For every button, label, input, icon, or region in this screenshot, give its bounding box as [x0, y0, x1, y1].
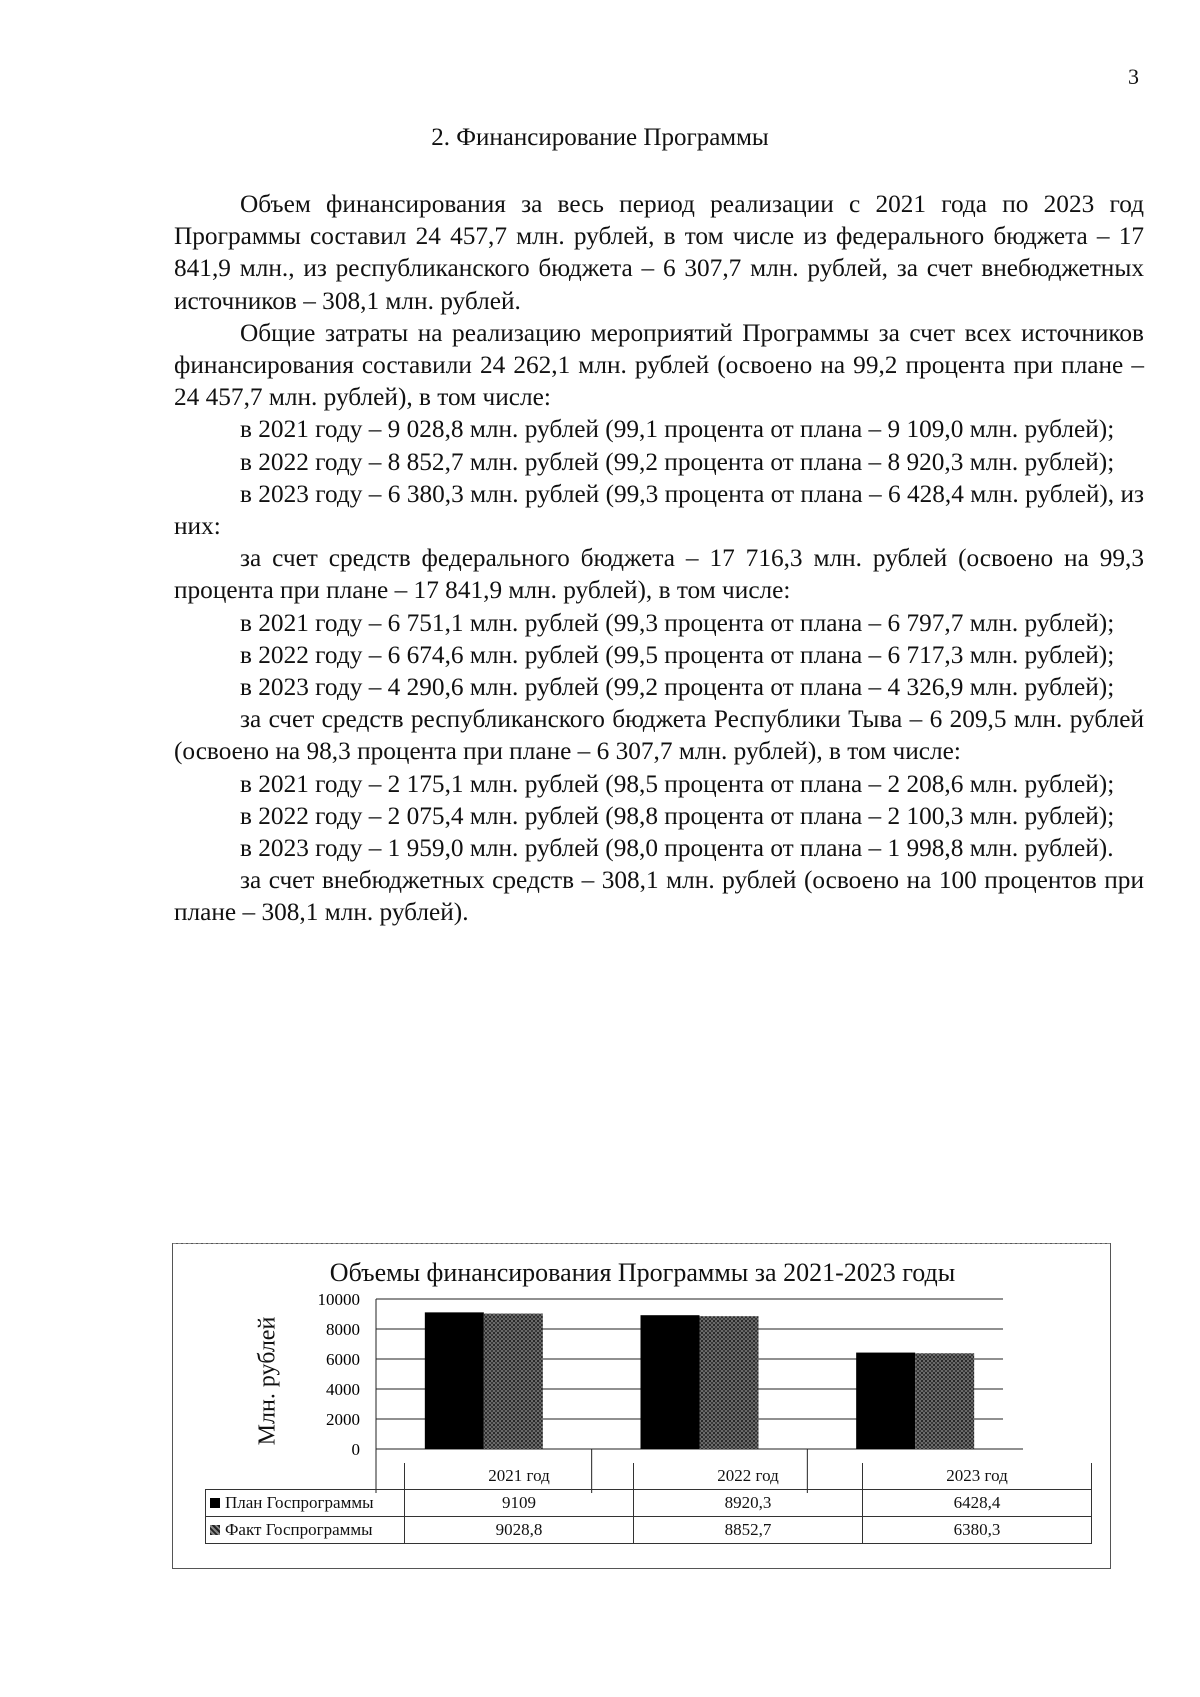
data-label: 6428,4: [863, 1490, 1092, 1517]
paragraph: в 2023 году – 6 380,3 млн. рублей (99,3 процента от плана – 6 428,4 млн. рублей), из них:: [174, 479, 1144, 541]
legend-swatch-fact: [210, 1525, 220, 1535]
y-tick-label: 2000: [326, 1410, 360, 1429]
paragraph: в 2023 году – 4 290,6 млн. рублей (99,2 процента от плана – 4 326,9 млн. рублей);: [240, 673, 1115, 702]
body-text: [174, 188, 1144, 929]
paragraph: в 2021 году – 2 175,1 млн. рублей (98,5 процента от плана – 2 208,6 млн. рублей);: [240, 769, 1115, 798]
bar-fact: [700, 1316, 759, 1449]
y-tick-label: 6000: [326, 1350, 360, 1369]
paragraph: Общие затраты на реализацию мероприятий Программы за счет всех источников финансирования составили 24 262,1 млн. рублей (освоено на 99,2 процента при плане – 24 457,7 млн. рублей), в том числе:: [174, 318, 1144, 412]
legend-label: Факт Госпрограммы: [225, 1520, 373, 1539]
paragraph: в 2022 году – 6 674,6 млн. рублей (99,5 процента от плана – 6 717,3 млн. рублей);: [240, 640, 1115, 669]
legend-plan: [206, 1490, 405, 1517]
bar-plan: [425, 1312, 484, 1449]
paragraph: за счет средств федерального бюджета – 17 716,3 млн. рублей (освоено на 99,3 процента при плане – 17 841,9 млн. рублей), в том числе:: [174, 544, 1144, 605]
bar-fact: [915, 1353, 974, 1449]
data-label: 9028,8: [405, 1517, 634, 1544]
paragraph: за счет средств республиканского бюджета Республики Тыва – 6 209,5 млн. рублей (освоено на 98,3 процента при плане – 6 307,7 млн. рублей), в том числе:: [174, 705, 1144, 766]
section-title: 2. Финансирование Программы: [431, 124, 769, 151]
chart-title: Объемы финансирования Программы за 2021-2023 годы: [329, 1258, 956, 1287]
legend-swatch-plan: [210, 1498, 220, 1508]
paragraph: в 2022 году – 8 852,7 млн. рублей (99,2 процента от плана – 8 920,3 млн. рублей);: [240, 447, 1115, 476]
y-tick-label: 8000: [326, 1320, 360, 1339]
bar-plan: [641, 1315, 700, 1449]
y-tick-label: 10000: [317, 1290, 360, 1309]
paragraph: в 2023 году – 1 959,0 млн. рублей (98,0 процента от плана – 1 998,8 млн. рублей).: [240, 834, 1114, 863]
legend-fact: [206, 1517, 405, 1544]
category-label: 2022 год: [634, 1463, 863, 1490]
table-corner: [206, 1463, 405, 1490]
bar-fact: [484, 1314, 543, 1449]
data-label: 9109: [405, 1490, 634, 1517]
paragraph: Объем финансирования за весь период реализации с 2021 года по 2023 год Программы составил 24 457,7 млн. рублей, в том числе из федерального бюджета – 17 841,9 млн., из республиканского бюджета – 6 307,7 млн. рублей, за счет внебюджетных источников – 308,1 млн. рублей.: [174, 190, 1144, 315]
table-header-row: [206, 1463, 1092, 1490]
page-number: 3: [1128, 64, 1139, 89]
paragraph: в 2022 году – 2 075,4 млн. рублей (98,8 процента от плана – 2 100,3 млн. рублей);: [240, 801, 1115, 830]
category-label: 2023 год: [863, 1463, 1092, 1490]
data-label: 8852,7: [634, 1517, 863, 1544]
paragraph: за счет внебюджетных средств – 308,1 млн. рублей (освоено на 100 процентов при плане – 308,1 млн. рублей).: [174, 866, 1144, 927]
y-tick-label: 0: [351, 1440, 360, 1459]
table-row: [206, 1517, 1092, 1544]
chart-data-table: [205, 1463, 1092, 1544]
y-tick-label: 4000: [326, 1380, 360, 1399]
data-label: 8920,3: [634, 1490, 863, 1517]
table-row: [206, 1490, 1092, 1517]
legend-label: План Госпрограммы: [225, 1493, 374, 1512]
category-label: 2021 год: [405, 1463, 634, 1490]
bar-plan: [856, 1353, 915, 1449]
data-label: 6380,3: [863, 1517, 1092, 1544]
paragraph: в 2021 году – 6 751,1 млн. рублей (99,3 процента от плана – 6 797,7 млн. рублей);: [240, 608, 1115, 637]
paragraph: в 2021 году – 9 028,8 млн. рублей (99,1 процента от плана – 9 109,0 млн. рублей);: [240, 415, 1115, 444]
y-axis-title: Млн. рублей: [254, 1316, 281, 1446]
